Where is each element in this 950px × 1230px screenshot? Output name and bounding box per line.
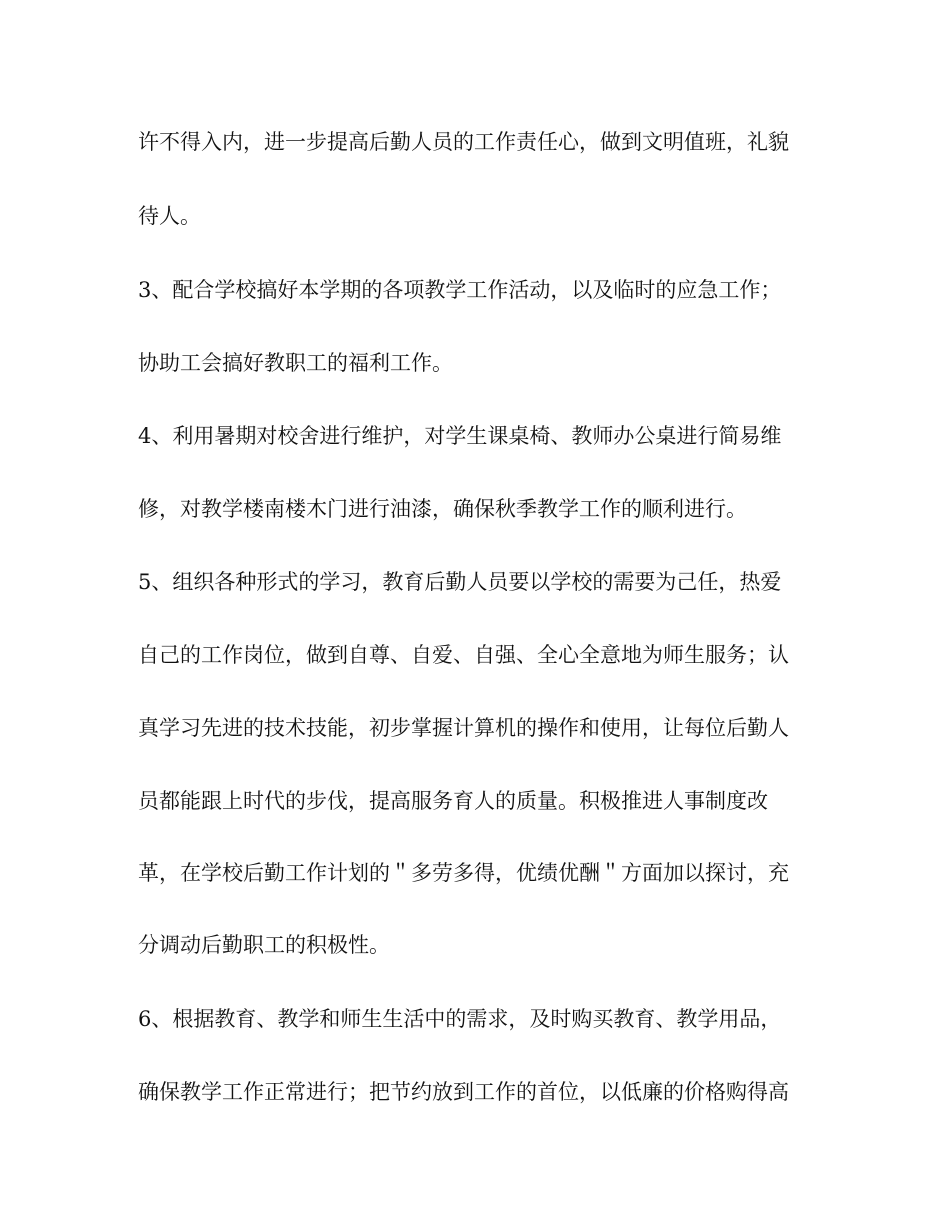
text-line: 待人。: [138, 204, 201, 228]
text-line: 员都能跟上时代的步伐，提高服务育人的质量。积极推进人事制度改: [138, 789, 768, 813]
text-line: 自己的工作岗位，做到自尊、自爱、自强、全心全意地为师生服务；认: [138, 643, 789, 667]
text-line: 4、利用暑期对校舍进行维护，对学生课桌椅、教师办公桌进行简易维: [138, 424, 782, 448]
text-line: 革，在学校后勤工作计划的＂多劳多得，优绩优酬＂方面加以探讨，充: [138, 861, 789, 885]
text-line: 真学习先进的技术技能，初步掌握计算机的操作和使用，让每位后勤人: [138, 716, 789, 740]
text-line: 3、配合学校搞好本学期的各项教学工作活动，以及临时的应急工作；: [138, 278, 782, 302]
text-line: 确保教学工作正常进行；把节约放到工作的首位，以低廉的价格购得高: [138, 1080, 789, 1104]
text-line: 5、组织各种形式的学习，教育后勤人员要以学校的需要为己任，热爱: [138, 570, 782, 594]
text-line: 6、根据教育、教学和师生生活中的需求，及时购买教育、教学用品，: [138, 1007, 782, 1031]
text-line: 协助工会搞好教职工的福利工作。: [138, 351, 453, 375]
text-line: 修，对教学楼南楼木门进行油漆，确保秋季教学工作的顺利进行。: [138, 497, 747, 521]
text-line: 分调动后勤职工的积极性。: [138, 933, 390, 957]
text-line: 许不得入内，进一步提高后勤人员的工作责任心，做到文明值班，礼貌: [138, 130, 789, 154]
